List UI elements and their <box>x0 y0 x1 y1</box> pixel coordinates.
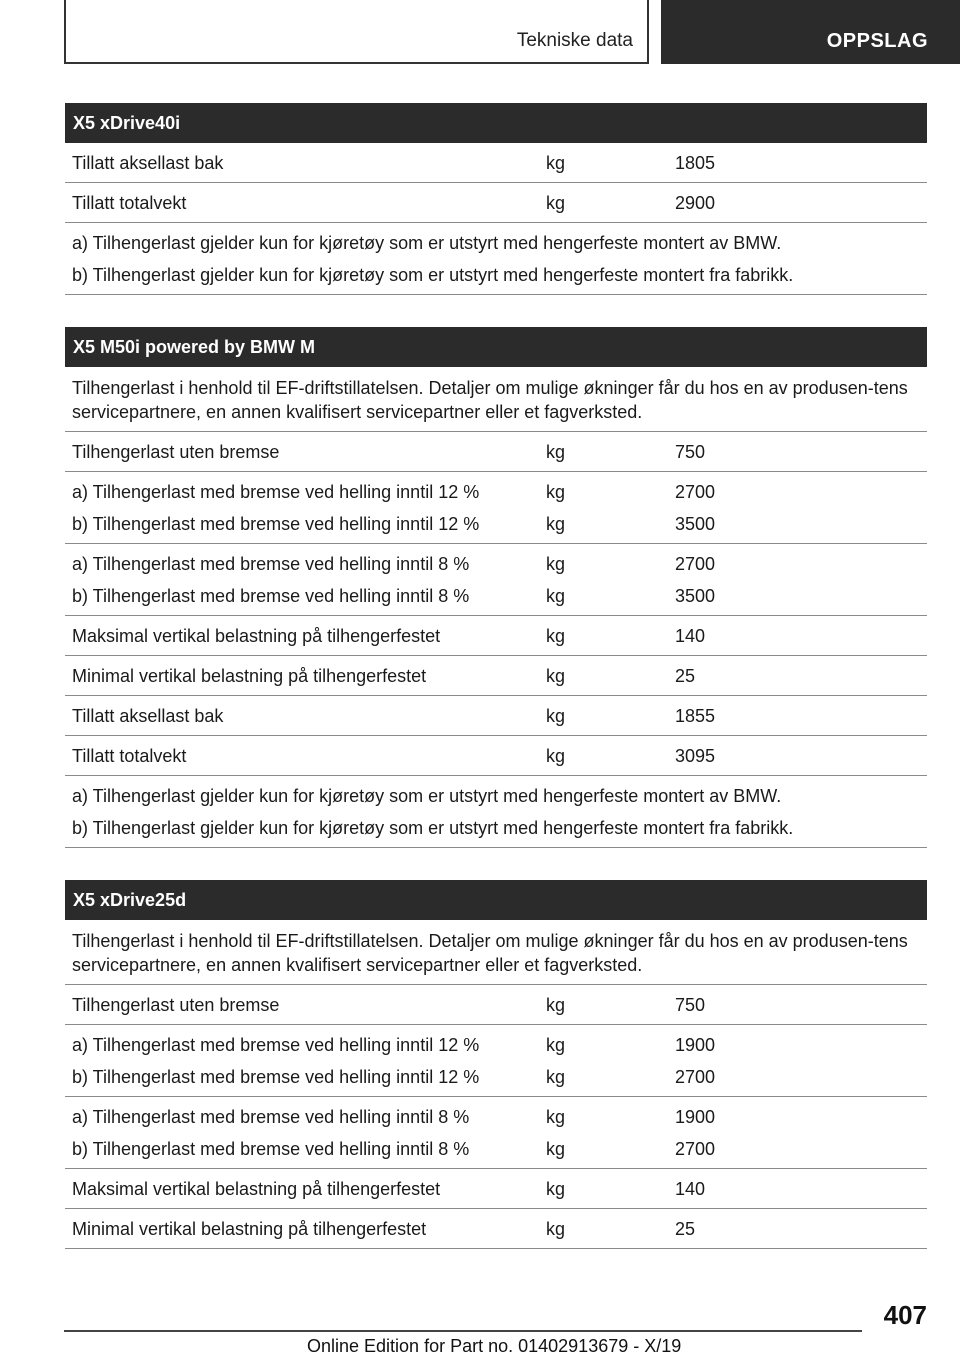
row-label: Tillatt aksellast bak <box>72 153 224 173</box>
description-row <box>65 920 927 985</box>
table-line <box>65 441 927 464</box>
edition-footer: Online Edition for Part no. 01402913679 - X/19 <box>307 1336 682 1356</box>
description-text: Tilhengerlast i henhold til EF-driftstillatelsen. Detaljer om mulige økninger får du hos en av produsen-tens servicepartnere, en annen kvalifisert servicepartner eller et fagverksted. <box>72 378 908 422</box>
page-number: 407 <box>883 1300 927 1330</box>
row-unit: kg <box>546 1139 566 1159</box>
row-label: Tilhengerlast uten bremse <box>72 442 280 462</box>
table-line <box>65 553 927 576</box>
table-line <box>65 745 927 768</box>
row-unit: kg <box>546 1179 566 1199</box>
row-label: Tillatt totalvekt <box>72 193 187 213</box>
table-row <box>65 1209 927 1249</box>
row-label: b) Tilhengerlast med bremse ved helling inntil 8 % <box>72 1139 470 1159</box>
table-line <box>65 994 927 1017</box>
table-row <box>65 696 927 736</box>
table-row <box>65 183 927 223</box>
row-value: 2700 <box>675 482 716 502</box>
table-row <box>65 143 927 183</box>
row-value: 2900 <box>675 193 716 213</box>
row-unit: kg <box>546 746 566 766</box>
spec-section <box>65 103 927 295</box>
footnote: b) Tilhengerlast gjelder kun for kjøretøy som er utstyrt med hengerfeste montert fra fabrikk. <box>72 818 794 838</box>
table-row <box>65 1097 927 1169</box>
row-unit: kg <box>546 153 566 173</box>
row-label: Tilhengerlast uten bremse <box>72 995 280 1015</box>
table-line <box>65 152 927 175</box>
table-line <box>65 1066 927 1089</box>
row-label: b) Tilhengerlast med bremse ved helling inntil 8 % <box>72 586 470 606</box>
row-unit: kg <box>546 514 566 534</box>
table-row <box>65 1169 927 1209</box>
row-unit: kg <box>546 1067 566 1087</box>
row-label: Maksimal vertikal belastning på tilhengerfestet <box>72 626 441 646</box>
row-value: 140 <box>675 1179 706 1199</box>
table-line <box>65 192 927 215</box>
footnote: b) Tilhengerlast gjelder kun for kjøretøy som er utstyrt med hengerfeste montert fra fabrikk. <box>72 265 794 285</box>
row-unit: kg <box>546 1107 566 1127</box>
row-unit: kg <box>546 442 566 462</box>
row-value: 2700 <box>675 1139 716 1159</box>
table-line <box>65 1106 927 1129</box>
row-unit: kg <box>546 995 566 1015</box>
table-line <box>65 665 927 688</box>
row-unit: kg <box>546 1035 566 1055</box>
row-label: a) Tilhengerlast med bremse ved helling inntil 8 % <box>72 1107 470 1127</box>
spec-tables <box>65 103 927 1281</box>
footnotes-row <box>65 223 927 295</box>
table-line <box>65 481 927 504</box>
row-unit: kg <box>546 193 566 213</box>
table-row <box>65 432 927 472</box>
table-line <box>65 585 927 608</box>
description-text: Tilhengerlast i henhold til EF-driftstillatelsen. Detaljer om mulige økninger får du hos en av produsen-tens servicepartnere, en annen kvalifisert servicepartner eller et fagverksted. <box>72 931 908 975</box>
section-title: X5 M50i powered by BMW M <box>65 327 927 367</box>
table-line <box>65 1218 927 1241</box>
row-value: 3500 <box>675 514 716 534</box>
row-value: 25 <box>675 666 696 686</box>
footnote: a) Tilhengerlast gjelder kun for kjøretøy som er utstyrt med hengerfeste montert av BMW. <box>72 786 782 806</box>
row-unit: kg <box>546 666 566 686</box>
row-label: b) Tilhengerlast med bremse ved helling inntil 12 % <box>72 1067 480 1087</box>
table-line <box>65 705 927 728</box>
row-unit: kg <box>546 554 566 574</box>
row-unit: kg <box>546 586 566 606</box>
row-unit: kg <box>546 706 566 726</box>
spec-section <box>65 327 927 848</box>
row-value: 1805 <box>675 153 716 173</box>
row-value: 3095 <box>675 746 716 766</box>
header-section-tab <box>64 0 649 64</box>
footnote: a) Tilhengerlast gjelder kun for kjøretøy som er utstyrt med hengerfeste montert av BMW. <box>72 233 782 253</box>
header-chapter-label: OPPSLAG <box>826 30 928 52</box>
table-row <box>65 544 927 616</box>
table-row <box>65 736 927 776</box>
row-value: 750 <box>675 995 706 1015</box>
table-line <box>65 1138 927 1161</box>
table-row <box>65 1025 927 1097</box>
table-line <box>65 1178 927 1201</box>
header-chapter-tab <box>661 0 960 64</box>
spec-section <box>65 880 927 1249</box>
row-value: 25 <box>675 1219 696 1239</box>
description-row <box>65 367 927 432</box>
header-section-label: Tekniske data <box>516 30 633 51</box>
row-value: 2700 <box>675 554 716 574</box>
table-line <box>65 1034 927 1057</box>
row-value: 2700 <box>675 1067 716 1087</box>
table-row <box>65 616 927 656</box>
row-label: Minimal vertikal belastning på tilhengerfestet <box>72 666 427 686</box>
row-value: 3500 <box>675 586 716 606</box>
row-label: Maksimal vertikal belastning på tilhengerfestet <box>72 1179 441 1199</box>
row-label: Tillatt totalvekt <box>72 746 187 766</box>
row-label: b) Tilhengerlast med bremse ved helling inntil 12 % <box>72 514 480 534</box>
section-title: X5 xDrive40i <box>65 103 927 143</box>
row-label: a) Tilhengerlast med bremse ved helling inntil 8 % <box>72 554 470 574</box>
footer-divider <box>64 1330 862 1332</box>
table-row <box>65 656 927 696</box>
row-value: 1900 <box>675 1107 716 1127</box>
row-unit: kg <box>546 482 566 502</box>
table-row <box>65 985 927 1025</box>
row-label: a) Tilhengerlast med bremse ved helling inntil 12 % <box>72 482 480 502</box>
row-label: a) Tilhengerlast med bremse ved helling inntil 12 % <box>72 1035 480 1055</box>
section-title: X5 xDrive25d <box>65 880 927 920</box>
footnotes-row <box>65 776 927 848</box>
table-line <box>65 513 927 536</box>
row-unit: kg <box>546 626 566 646</box>
table-row <box>65 472 927 544</box>
row-unit: kg <box>546 1219 566 1239</box>
table-line <box>65 625 927 648</box>
row-label: Tillatt aksellast bak <box>72 706 224 726</box>
row-value: 1855 <box>675 706 716 726</box>
row-value: 1900 <box>675 1035 716 1055</box>
row-label: Minimal vertikal belastning på tilhengerfestet <box>72 1219 427 1239</box>
row-value: 140 <box>675 626 706 646</box>
row-value: 750 <box>675 442 706 462</box>
